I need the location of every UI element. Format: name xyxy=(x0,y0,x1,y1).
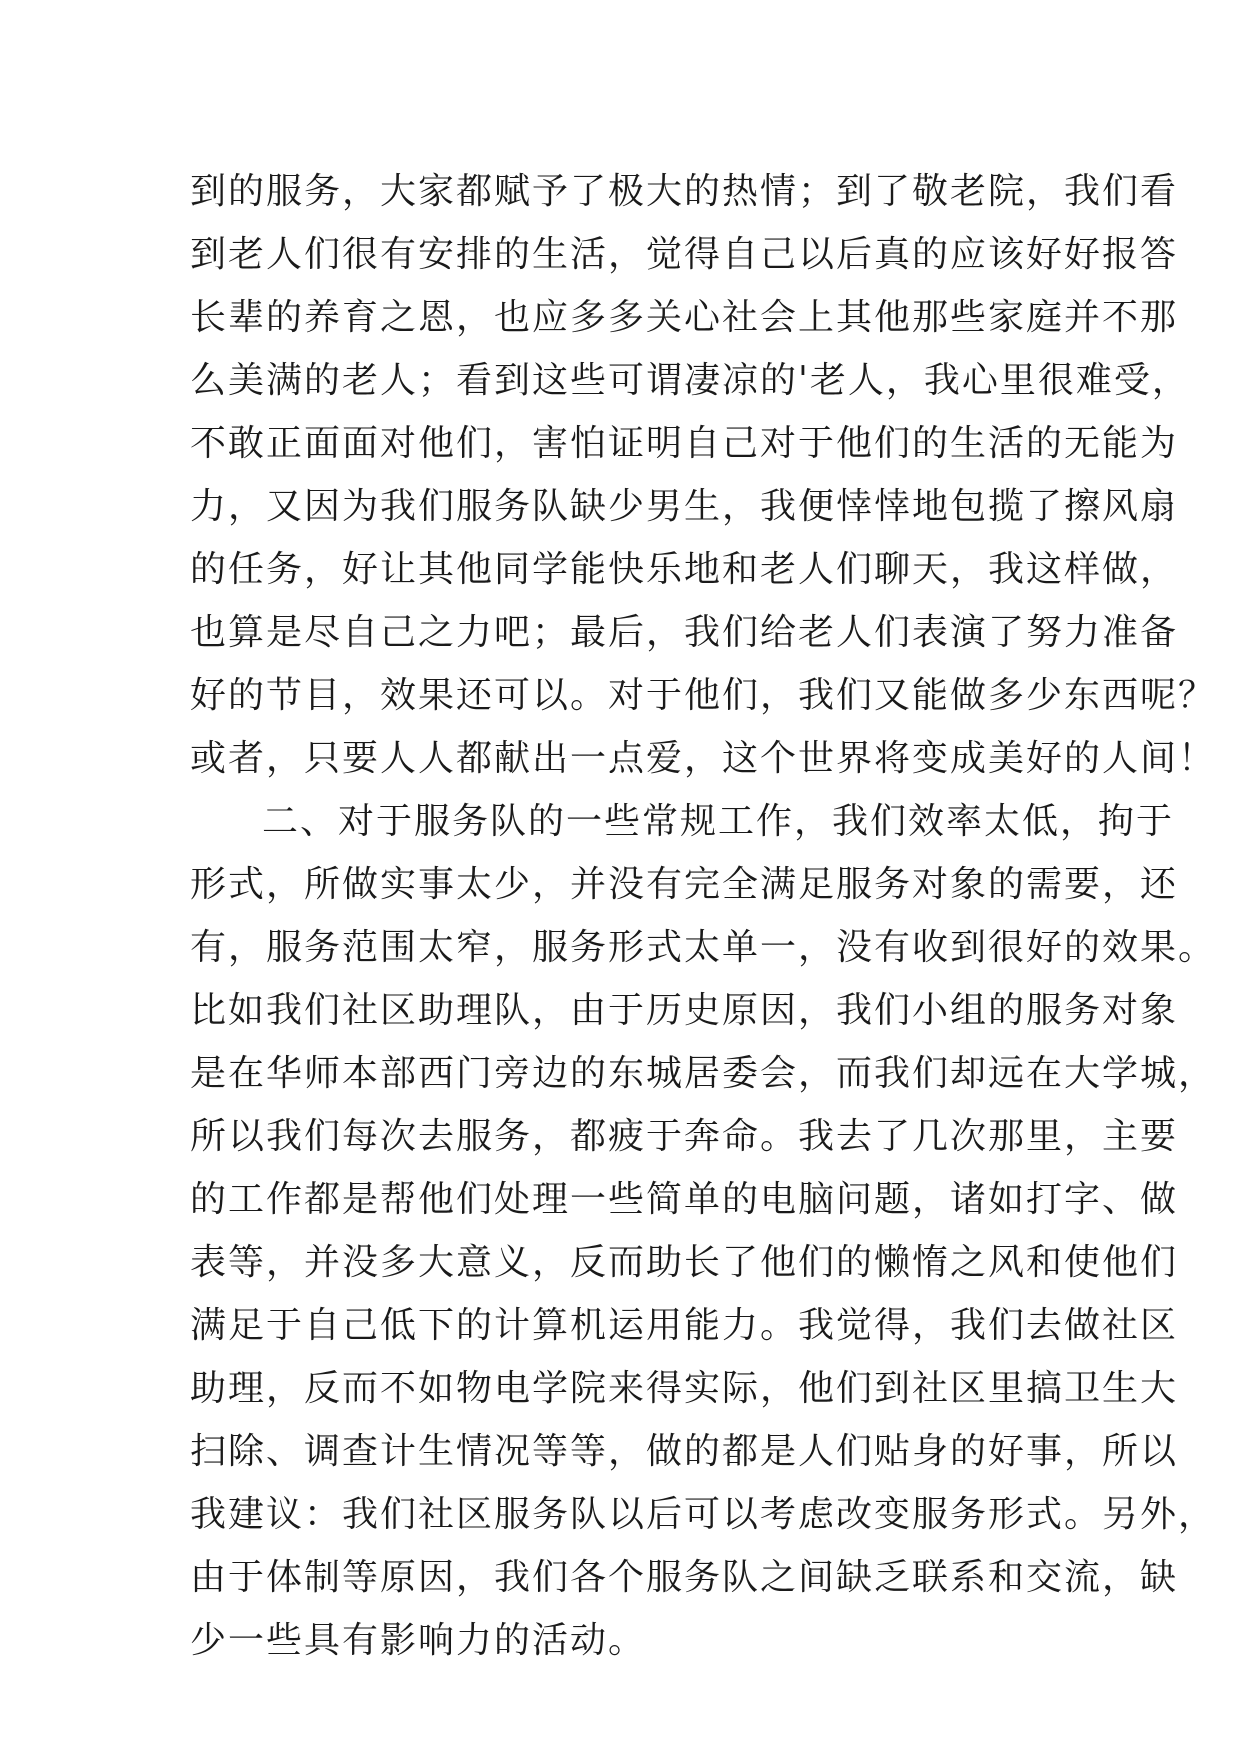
text-line: 助理，反而不如物电学院来得实际，他们到社区里搞卫生大 xyxy=(190,1368,1179,1409)
text-line: 好的节目，效果还可以。对于他们，我们又能做多少东西呢？ xyxy=(190,675,1217,716)
text-line: 满足于自己低下的计算机运用能力。我觉得，我们去做社区 xyxy=(190,1305,1179,1346)
text-line: 的工作都是帮他们处理一些简单的电脑问题，诸如打字、做 xyxy=(190,1179,1179,1220)
text-line: 长辈的养育之恩，也应多多关心社会上其他那些家庭并不那 xyxy=(190,297,1179,338)
text-line: 由于体制等原因，我们各个服务队之间缺乏联系和交流，缺 xyxy=(190,1557,1179,1598)
text-line: 我建议：我们社区服务队以后可以考虑改变服务形式。另外， xyxy=(190,1494,1217,1535)
text-line: 二、对于服务队的一些常规工作，我们效率太低，拘于 xyxy=(262,801,1175,842)
text-line: 有，服务范围太窄，服务形式太单一，没有收到很好的效果。 xyxy=(190,927,1217,968)
text-line: 所以我们每次去服务，都疲于奔命。我去了几次那里，主要 xyxy=(190,1116,1179,1157)
text-line: 比如我们社区助理队，由于历史原因，我们小组的服务对象 xyxy=(190,990,1179,1031)
text-line: 到的服务，大家都赋予了极大的热情；到了敬老院，我们看 xyxy=(190,171,1179,212)
text-line: 力，又因为我们服务队缺少男生，我便悻悻地包揽了擦风扇 xyxy=(190,486,1179,527)
paragraph-1 xyxy=(190,160,1217,790)
text-line: 扫除、调查计生情况等等，做的都是人们贴身的好事，所以 xyxy=(190,1431,1179,1472)
text-line: 形式，所做实事太少，并没有完全满足服务对象的需要，还 xyxy=(190,864,1179,905)
text-line: 不敢正面面对他们，害怕证明自己对于他们的生活的无能为 xyxy=(190,423,1179,464)
text-line: 是在华师本部西门旁边的东城居委会，而我们却远在大学城， xyxy=(190,1053,1217,1094)
text-line: 么美满的老人；看到这些可谓凄凉的'老人，我心里很难受， xyxy=(190,360,1190,401)
text-line: 的任务，好让其他同学能快乐地和老人们聊天，我这样做， xyxy=(190,549,1179,590)
body-text xyxy=(190,160,1217,1672)
text-line: 也算是尽自己之力吧；最后，我们给老人们表演了努力准备 xyxy=(190,612,1179,653)
text-line: 到老人们很有安排的生活，觉得自己以后真的应该好好报答 xyxy=(190,234,1179,275)
text-line: 少一些具有影响力的活动。 xyxy=(190,1620,647,1661)
text-line: 表等，并没多大意义，反而助长了他们的懒惰之风和使他们 xyxy=(190,1242,1179,1283)
text-line: 或者，只要人人都献出一点爱，这个世界将变成美好的人间！ xyxy=(190,738,1217,779)
paragraph-2 xyxy=(190,790,1217,1672)
